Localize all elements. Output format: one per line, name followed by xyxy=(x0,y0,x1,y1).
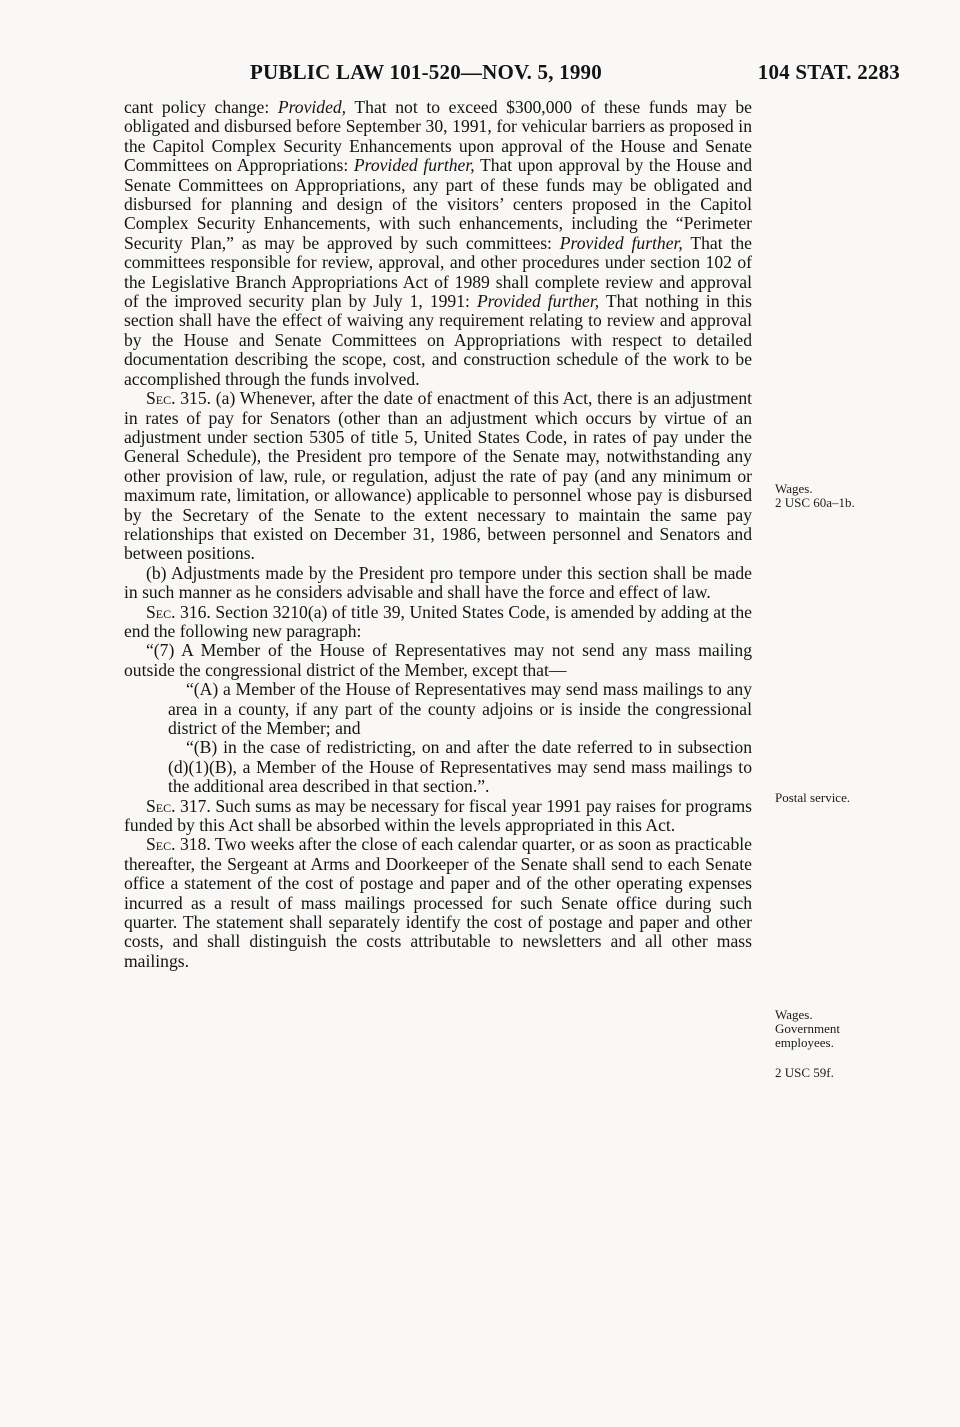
section-label: Sec. 316. xyxy=(146,601,211,622)
statute-citation: 104 STAT. 2283 xyxy=(757,60,900,84)
section-316-subparagraph-a: “(A) a Member of the House of Representatives may send mass mailings to any area in a county, if any part of the county adjoins or is inside the congressional district of the Member; and xyxy=(168,679,752,738)
section-315-a: Sec. 315. (a) Whenever, after the date of enactment of this Act, there is an adjustment in rates of pay for Senators (other than an adjustment which occurs by virtue of an adjustment under section 5305 of title 5, United States Code, in rates of pay under the General Schedule), the President pro tempore of the Senate may, notwithstanding any other provision of law, rule, or regulation, adjust the rate of pay (and any minimum or maximum rate, limitation, or allowance) applicable to personnel whose pay is disbursed by the Secretary of the Senate to the extent necessary to maintain the same pay relationships that existed on December 31, 1986, between personnel and Senators and between positions. xyxy=(124,388,752,564)
margin-note-government: Government xyxy=(775,1021,840,1036)
section-label: Sec. 317. xyxy=(146,795,211,816)
section-317: Sec. 317. Such sums as may be necessary for fiscal year 1991 pay raises for programs funded by this Act shall be absorbed within the levels appropriated in this Act. xyxy=(124,795,752,836)
section-label: Sec. 315. xyxy=(146,388,212,409)
section-318: Sec. 318. Two weeks after the close of each calendar quarter, or as soon as practicable thereafter, the Sergeant at Arms and Doorkeeper of the Senate shall send to each Senate office a statement of the cost of postage and paper and of the other operating expenses incurred as a result of mass mailings processed for such Senate office during such quarter. The statement shall separately identify the cost of postage and paper and other costs, and shall distinguish the costs attributable to newsletters and all other mass mailings. xyxy=(124,834,752,971)
section-label: Sec. 318. xyxy=(146,834,211,855)
paragraph-continuation: cant policy change: Provided, That not to exceed $300,000 of these funds may be obligated and disbursed before September 30, 1991, for vehicular barriers as proposed in the Capitol Complex Security Enhancements upon approval of the House and Senate Committees on Appropriations: Provided further, That upon approval by the House and Senate Committees on Appropriations, any part of these funds may be obligated and disbursed for planning and design of the visitors’ centers proposed in the Capitol Complex Security Enhancements, with such enhancements, including the “Perimeter Security Plan,” as may be approved by such committees: Provided further, That the committees responsible for review, approval, and other procedures under section 102 of the Legislative Branch Appropriations Act of 1989 shall complete review and approval of the improved security plan by July 1, 1991: Provided further, That nothing in this section shall have the effect of waiving any requirement relating to review and approval by the House and Senate Committees on Appropriations with respect to detailed documentation describing the scope, cost, and construction schedule of the work to be accomplished through the funds involved. xyxy=(124,97,752,389)
page-header xyxy=(250,60,900,90)
running-head: PUBLIC LAW 101-520—NOV. 5, 1990 xyxy=(250,60,602,84)
margin-note-postal-service: Postal service. xyxy=(775,790,851,805)
body-text xyxy=(124,98,752,971)
section-316-paragraph-7: “(7) A Member of the House of Representatives may not send any mass mailing outside the congressional district of the Member, except that— xyxy=(124,640,752,680)
section-316: Sec. 316. Section 3210(a) of title 39, United States Code, is amended by adding at the end the following new paragraph: xyxy=(124,601,752,641)
section-315-b: (b) Adjustments made by the President pro tempore under this section shall be made in such manner as he considers advisable and shall have the force and effect of law. xyxy=(124,562,752,603)
margin-note-employees: employees. xyxy=(775,1035,834,1050)
margin-note-usc-59f: 2 USC 59f. xyxy=(775,1065,834,1080)
margin-note-usc-60a: 2 USC 60a–1b. xyxy=(775,495,855,510)
margin-note-wages: Wages. xyxy=(775,481,813,496)
section-316-subparagraph-b: “(B) in the case of redistricting, on and after the date referred to in subsection (d)(1)(B), a Member of the House of Representatives may send mass mailings to the additional area described in that section.”. xyxy=(168,737,752,797)
margin-note-wages-2: Wages. xyxy=(775,1007,813,1022)
